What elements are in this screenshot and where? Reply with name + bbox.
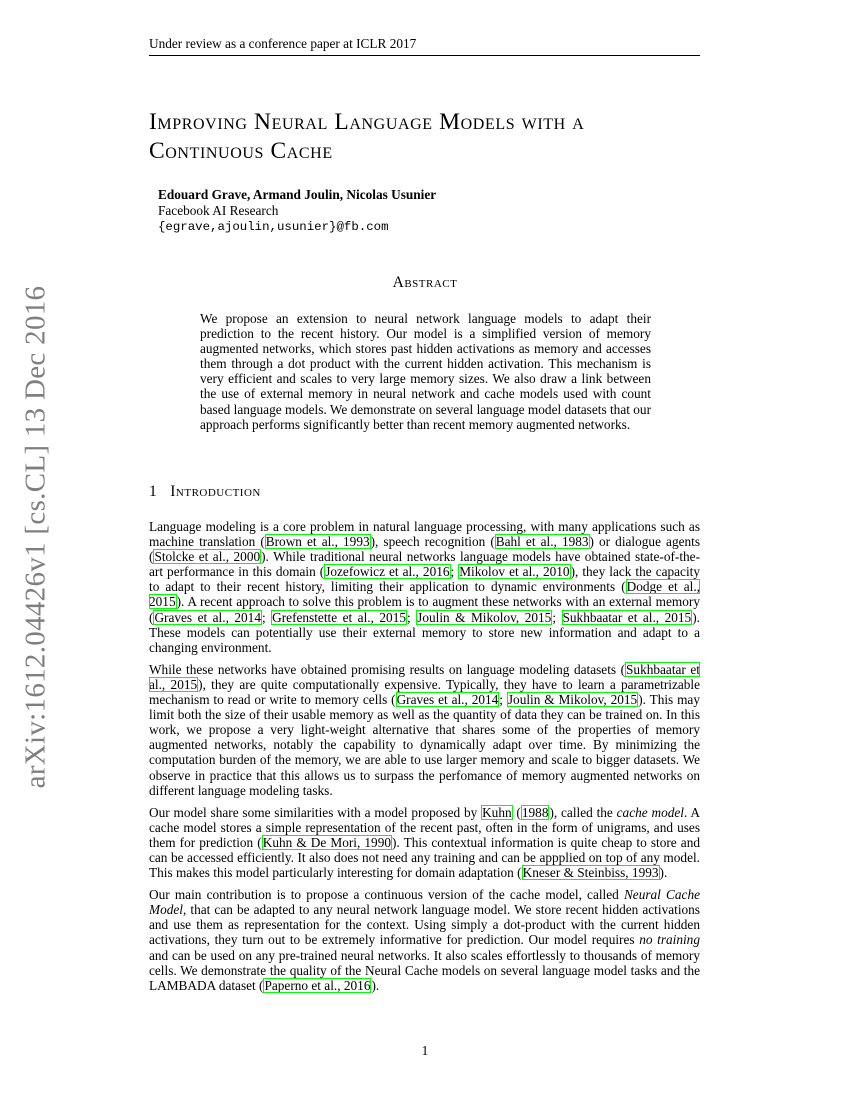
paper-title bbox=[149, 108, 709, 166]
citation-link[interactable]: 1988 bbox=[521, 804, 549, 820]
author-email: {egrave,ajoulin,usunier}@fb.com bbox=[158, 220, 389, 234]
citation-link[interactable]: Kuhn bbox=[482, 804, 512, 820]
citation-link[interactable]: Kuhn & De Mori, 1990 bbox=[262, 834, 391, 850]
section-title: Introduction bbox=[170, 483, 261, 500]
paragraph-2: While these networks have obtained promising results on language modeling datasets (Sukhbaatar et al., 2015), they are quite computationally expensive. Typically, they have to learn a parametrizable mechanism to read or write to memory cells (Graves et al., 2014; Joulin & Mikolov, 2015). This may limit both the size of their usable memory as well as the quantity of data they can be trained on. In this work, we propose a very light-weight alternative that shares some of the properties of memory augmented networks, notably the capability to dynamically adapt over time. By minimizing the computation burden of the memory, we are able to use larger memory and scale to bigger datasets. We observe in practice that this allows us to surpass the perfomance of memory augmented networks on different language modeling tasks. bbox=[149, 661, 700, 798]
title-line-1: Improving Neural Language Models with a bbox=[149, 109, 585, 135]
introduction-body bbox=[149, 519, 700, 1000]
paragraph-4: Our main contribution is to propose a continuous version of the cache model, called Neural Cache Model, that can be adapted to any neural network language model. We store recent hidden activations and use them as representation for the context. Using simply a dot-product with the current hidden activations, they turn out to be extremely informative for prediction. Our model requires no training and can be used on any pre-trained neural networks. It also scales effortlessly to thousands of memory cells. We demonstrate the quality of the Neural Cache models on several language model tasks and the LAMBADA dataset (Paperno et al., 2016). bbox=[149, 887, 700, 993]
paragraph-3: Our model share some similarities with a model proposed by Kuhn (1988), called the cache model. A cache model stores a simple representation of the recent past, often in the form of unigrams, and uses them for prediction (Kuhn & De Mori, 1990). This contextual information is quite cheap to store and can be accessed efficiently. It also does not need any training and can be appplied on top of any model. This makes this model particularly interesting for domain adaptation (Kneser & Steinbiss, 1993). bbox=[149, 804, 700, 881]
author-names: Edouard Grave, Armand Joulin, Nicolas Usunier bbox=[158, 187, 437, 202]
abstract-heading: Abstract bbox=[392, 274, 458, 291]
section-heading-introduction bbox=[149, 483, 261, 501]
citation-link[interactable]: Brown et al., 1993 bbox=[265, 534, 370, 550]
citation-link[interactable]: Joulin & Mikolov, 2015 bbox=[417, 609, 552, 625]
arxiv-stamp bbox=[0, 0, 60, 1100]
section-number: 1 bbox=[149, 483, 158, 500]
citation-link[interactable]: Mikolov et al., 2010 bbox=[459, 564, 570, 580]
citation-link[interactable]: Sukhbaatar et al., 2015 bbox=[562, 609, 692, 625]
arxiv-identifier[interactable]: arXiv:1612.04426v1 [cs.CL] 13 Dec 2016 bbox=[19, 285, 52, 789]
abstract-text: We propose an extension to neural network language models to adapt their prediction to the recent history. Our model is a simplified version of memory augmented networks, which stores past hidden activations as memory and accesses them through a dot product with the current hidden activation. This mechanism is very efficient and scales to very large memory sizes. We also draw a link between the use of external memory in neural network and cache models used with count based language models. We demonstrate on several language model datasets that our approach performs significantly better than recent memory augmented networks. bbox=[200, 311, 651, 432]
citation-link[interactable]: Joulin & Mikolov, 2015 bbox=[507, 692, 638, 708]
citation-link[interactable]: Kneser & Steinbiss, 1993 bbox=[522, 865, 659, 881]
citation-link[interactable]: Bahl et al., 1983 bbox=[495, 534, 589, 550]
citation-link[interactable]: Jozefowicz et al., 2016 bbox=[325, 564, 450, 580]
title-line-2: Continuous Cache bbox=[149, 138, 333, 164]
citation-link[interactable]: Paperno et al., 2016 bbox=[264, 977, 371, 993]
citation-link[interactable]: Sukhbaatar et al., 2015 bbox=[149, 661, 700, 692]
citation-link[interactable]: Stolcke et al., 2000 bbox=[154, 549, 261, 565]
author-block bbox=[158, 187, 436, 235]
citation-link[interactable]: Grefenstette et al., 2015 bbox=[272, 609, 406, 625]
paragraph-1: Language modeling is a core problem in natural language processing, with many applications such as machine translation (Brown et al., 1993), speech recognition (Bahl et al., 1983) or dialogue agents (Stolcke et al., 2000). While traditional neural networks language models have obtained state-of-the-art performance in this domain (Jozefowicz et al., 2016; Mikolov et al., 2010), they lack the capacity to adapt to their recent history, limiting their application to dynamic environments (Dodge et al., 2015). A recent approach to solve this problem is to augment these networks with an external memory (Graves et al., 2014; Grefenstette et al., 2015; Joulin & Mikolov, 2015; Sukhbaatar et al., 2015). These models can potentially use their external memory to store new information and adapt to a changing environment. bbox=[149, 519, 701, 655]
citation-link[interactable]: Graves et al., 2014 bbox=[154, 609, 261, 625]
citation-link[interactable]: Graves et al., 2014 bbox=[396, 692, 499, 708]
running-header: Under review as a conference paper at ICLR 2017 bbox=[149, 36, 700, 56]
affiliation: Facebook AI Research bbox=[158, 203, 279, 218]
citation-link[interactable]: Dodge et al., 2015 bbox=[149, 579, 700, 610]
page-number: 1 bbox=[421, 1043, 429, 1058]
